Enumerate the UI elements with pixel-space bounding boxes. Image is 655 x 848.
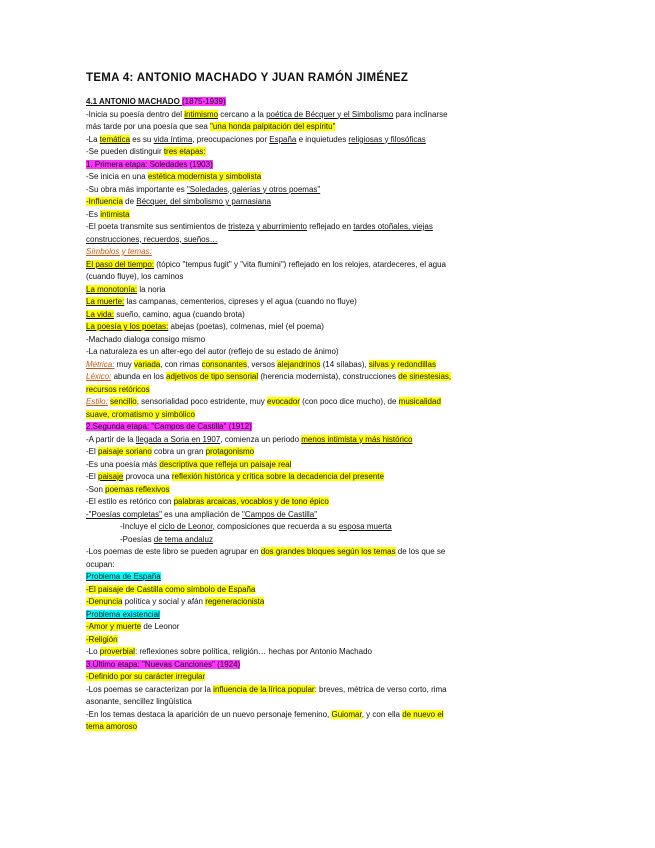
text-segment: 2.Segunda etapa: "Campos de Castilla" (1912) <box>86 422 252 431</box>
text-segment: , y con ella <box>361 709 403 719</box>
text-segment: más tarde por una poesía que sea <box>86 122 211 131</box>
text-line <box>86 696 581 709</box>
text-line <box>86 259 581 272</box>
text-segment: protagonismo <box>205 447 255 456</box>
text-segment: Problema de España <box>86 572 161 581</box>
text-segment: -El paisaje de Castilla como símbolo de España <box>86 584 256 594</box>
text-segment: adjetivos de tipo sensorial <box>166 372 259 381</box>
text-segment: construcciones, recuerdos, sueños… <box>86 234 218 244</box>
text-line <box>86 584 581 597</box>
text-line <box>86 434 581 447</box>
text-segment: dos grandes bloques según los temas <box>260 547 396 556</box>
text-segment: Problema existencial <box>86 609 160 619</box>
text-segment: consonantes <box>201 359 247 369</box>
text-segment: de sinestesias, <box>398 372 452 381</box>
text-segment: Léxico: <box>86 372 112 381</box>
text-line <box>86 146 581 159</box>
text-line <box>86 284 581 297</box>
text-line <box>86 559 581 572</box>
text-segment: -Se inicia en una <box>86 172 148 181</box>
text-segment: , composiciones que recuerda a su <box>212 522 339 531</box>
text-segment: la noria <box>137 284 166 294</box>
document-body <box>86 96 581 734</box>
text-segment: de Leonor <box>141 622 180 631</box>
text-line <box>86 234 581 247</box>
text-segment: -Incluye el <box>120 522 159 531</box>
text-segment: de nuevo el <box>402 709 444 719</box>
text-segment: descriptiva que refleja un paisaje real <box>159 459 292 469</box>
text-segment: poemas reflexivos <box>105 484 170 494</box>
text-segment: Guiomar <box>331 709 362 719</box>
text-segment: , con rimas <box>160 359 202 369</box>
text-line <box>86 459 581 472</box>
text-line <box>86 184 581 197</box>
text-segment: es una ampliación de <box>161 509 242 519</box>
text-line <box>86 534 581 547</box>
text-segment: variada <box>134 359 161 369</box>
text-segment: muy <box>114 359 135 369</box>
text-segment: -Amor y muerte <box>86 622 142 631</box>
text-segment: -Influencia <box>86 197 123 206</box>
text-line <box>86 121 581 134</box>
text-segment: -La <box>86 134 100 144</box>
text-line <box>86 109 581 122</box>
text-segment: influencia de la lírica popular <box>213 684 315 694</box>
text-segment: -El poeta transmite sus sentimientos de <box>86 222 229 231</box>
text-segment: -El <box>86 472 98 481</box>
text-segment: las campanas, cementerios, cipreses y el agua (cuando no fluye) <box>124 297 357 306</box>
text-segment: "Soledades, galerías y otros poemas" <box>186 184 321 194</box>
text-segment: de tema andaluz <box>153 534 213 544</box>
text-segment: , versos <box>246 359 278 369</box>
text-segment: llegada a Soria en 1907 <box>135 434 221 444</box>
text-line <box>86 484 581 497</box>
text-line <box>86 171 581 184</box>
text-segment: ciclo de Leonor <box>158 522 213 531</box>
text-segment: , preocupaciones por <box>192 134 270 144</box>
text-line <box>86 571 581 584</box>
text-segment: es su <box>130 134 154 144</box>
text-line <box>86 221 581 234</box>
text-segment: silvas y redondillas <box>368 359 436 369</box>
text-segment: : breves, métrica de verso corto, rima <box>314 684 447 694</box>
text-segment: 4.1 ANTONIO MACHADO <box>86 97 183 106</box>
text-line <box>86 546 581 559</box>
text-line <box>86 271 581 284</box>
text-line <box>86 396 581 409</box>
text-segment: proverbial <box>99 647 135 656</box>
text-segment: regeneracionista <box>205 597 265 606</box>
text-segment: tardes otoñales, viejas <box>353 222 433 231</box>
text-segment: "una honda palpitación del espíritu" <box>210 122 336 131</box>
text-line <box>86 196 581 209</box>
text-segment: Símbolos y temas: <box>86 247 152 256</box>
text-segment: -Lo <box>86 647 100 656</box>
text-segment: reflexión histórica y crítica sobre la decadencia del presente <box>171 472 384 481</box>
text-segment: (14 sílabas), <box>320 359 369 369</box>
text-segment: -Es una poesía más <box>86 459 160 469</box>
text-segment: paisaje <box>98 472 124 481</box>
text-segment: (tópico "tempus fugit" y "vita flumini") reflejado en los relojes, atardeceres, el agua <box>154 259 446 269</box>
text-segment: -Denuncia <box>86 597 123 606</box>
text-segment: de los que se <box>395 547 446 556</box>
text-segment: "Campos de Castilla" <box>242 509 318 519</box>
text-line <box>86 334 581 347</box>
text-segment: esposa muerta <box>338 522 392 531</box>
text-segment: -Definido por su carácter irregular <box>86 672 206 681</box>
text-segment: de <box>122 197 137 206</box>
text-line <box>86 471 581 484</box>
text-line <box>86 709 581 722</box>
text-line <box>86 321 581 334</box>
text-segment: tres etapas: <box>163 147 206 156</box>
text-line <box>86 384 581 397</box>
text-segment: España <box>269 134 297 144</box>
text-segment: intimismo <box>184 109 219 119</box>
text-segment: -El estilo es retórico con <box>86 497 174 506</box>
text-line <box>86 371 581 384</box>
text-segment: evocador <box>267 397 300 406</box>
text-segment: menos intimista y más histórico <box>301 434 413 444</box>
text-segment: -Machado dialoga consigo mismo <box>86 334 206 344</box>
text-segment: -Es <box>86 209 101 219</box>
text-segment: 1. Primera etapa: Soledades (1903) <box>86 159 213 169</box>
text-segment: para inclinarse <box>393 109 448 119</box>
text-line <box>86 421 581 434</box>
text-segment: cercano a la <box>218 109 267 119</box>
text-segment: cobra un gran <box>151 447 206 456</box>
text-segment: (herencia modernista), construcciones <box>258 372 399 381</box>
text-line <box>86 409 581 422</box>
text-segment: El paso del tiempo: <box>86 259 155 269</box>
text-segment: estética modernista y simbolista <box>147 172 262 181</box>
text-segment: -El <box>86 447 98 456</box>
text-line <box>86 684 581 697</box>
text-segment: : reflexiones sobre política, religión… hechas por Antonio Machado <box>134 647 372 656</box>
text-segment: -Los poemas se caracterizan por la <box>86 684 214 694</box>
text-segment: recursos retóricos <box>86 384 150 394</box>
text-segment: La vida: <box>86 309 115 319</box>
text-segment: palabras arcaicas, vocablos y de tono épico <box>173 497 329 506</box>
text-line <box>86 721 581 734</box>
text-line <box>86 309 581 322</box>
text-segment: (con poco dice mucho), de <box>299 397 399 406</box>
text-line <box>86 296 581 309</box>
text-line <box>86 646 581 659</box>
text-segment: -Religión <box>86 634 118 644</box>
text-line <box>86 634 581 647</box>
text-segment: sencillo <box>110 397 137 406</box>
text-line <box>86 346 581 359</box>
text-segment: abunda en los <box>111 372 167 381</box>
text-segment: tristeza y aburrimiento <box>228 222 307 231</box>
text-segment: poética de Bécquer y el Simbolismo <box>266 109 394 119</box>
text-segment: -Los poemas de este libro se pueden agrupar en <box>86 547 261 556</box>
text-segment: -Su obra más importante es <box>86 184 187 194</box>
text-segment: política y social y afán <box>122 597 206 606</box>
text-line <box>86 509 581 522</box>
text-line <box>86 596 581 609</box>
text-segment: La poesía y los poetas: <box>86 322 169 331</box>
text-line <box>86 159 581 172</box>
text-line <box>86 621 581 634</box>
text-segment: La monotonía: <box>86 284 138 294</box>
text-segment: religiosas y filosóficas <box>348 134 426 144</box>
text-line <box>86 246 581 259</box>
text-segment: abejas (poetas), colmenas, miel (el poema) <box>168 322 324 331</box>
text-line <box>86 96 581 109</box>
text-segment: , sensorialidad poco estridente, muy <box>136 397 268 406</box>
text-segment: -Inicia su poesía dentro del <box>86 109 185 119</box>
text-line <box>86 496 581 509</box>
text-line <box>86 134 581 147</box>
text-segment: 3.Último etapa: "Nuevas Canciones" (1924) <box>86 659 241 669</box>
text-line <box>86 209 581 222</box>
text-segment: temática <box>99 134 131 144</box>
text-segment: ocupan: <box>86 559 115 569</box>
text-line <box>86 671 581 684</box>
text-segment: musicalidad <box>398 397 441 406</box>
text-segment: intimista <box>100 209 130 219</box>
text-segment: sueño, camino, agua (cuando brota) <box>114 309 245 319</box>
text-segment: reflejado en <box>307 222 354 231</box>
text-segment: , comienza un periodo <box>220 434 302 444</box>
text-segment: -La naturaleza es un alter-ego del autor (reflejo de su estado de ánimo) <box>86 347 339 356</box>
text-segment: -Son <box>86 484 106 494</box>
text-segment: La muerte: <box>86 297 125 306</box>
text-segment: alejandrinos <box>277 359 321 369</box>
text-segment: e inquietudes <box>296 134 349 144</box>
text-segment: vida íntima <box>153 134 193 144</box>
text-line <box>86 659 581 672</box>
text-segment: Métrica: <box>86 359 115 369</box>
text-segment: (1875-1939) <box>182 97 226 106</box>
text-segment: -"Poesías completas" <box>86 509 162 519</box>
text-segment: Estilo: <box>86 397 108 406</box>
text-line <box>86 521 581 534</box>
text-line <box>86 446 581 459</box>
text-line <box>86 609 581 622</box>
text-segment: -A partir de la <box>86 434 136 444</box>
page-title: TEMA 4: ANTONIO MACHADO Y JUAN RAMÓN JIMÉNEZ <box>86 72 409 84</box>
text-segment: asonante, sencillez lingüística <box>86 697 192 706</box>
text-segment: -En los temas destaca la aparición de un nuevo personaje femenino, <box>86 709 332 719</box>
text-segment: paisaje soriano <box>98 447 152 456</box>
text-line <box>86 359 581 372</box>
text-segment: Bécquer, del simbolismo y parnasiana <box>136 197 272 206</box>
text-segment: provoca una <box>123 472 172 481</box>
text-segment: tema amoroso <box>86 722 138 731</box>
text-segment: -Se pueden distinguir <box>86 147 164 156</box>
text-segment: -Poesías <box>120 534 154 544</box>
text-segment: suave, cromatismo y simbólico <box>86 409 195 419</box>
text-segment: (cuando fluye), los caminos <box>86 272 184 281</box>
